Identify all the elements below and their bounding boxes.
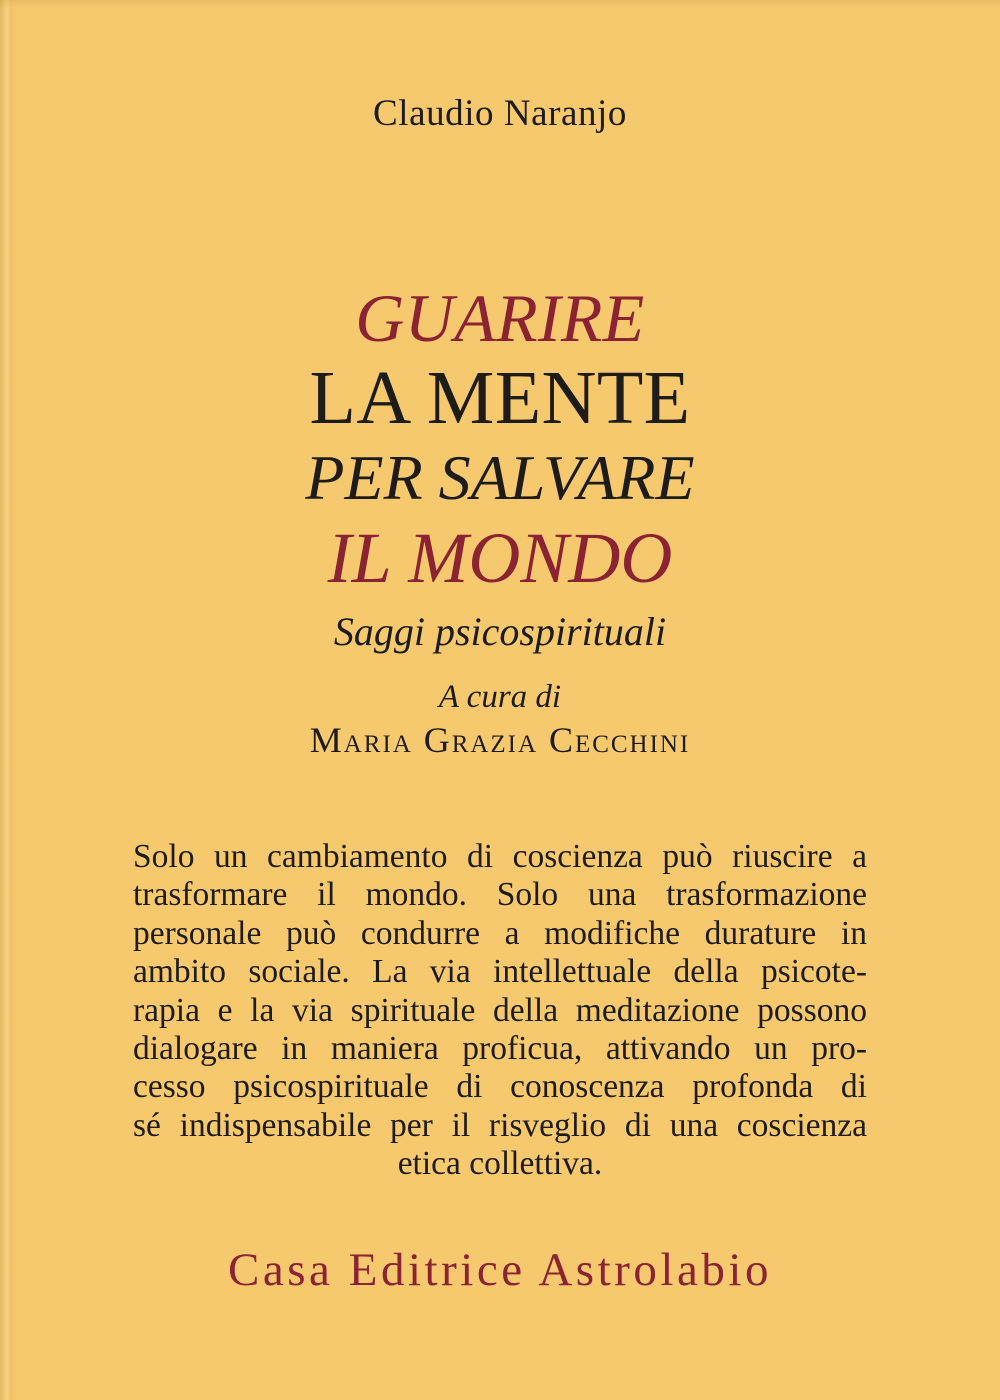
- blurb-line: etica collettiva.: [397, 1145, 603, 1183]
- subtitle: Saggi psicospirituali: [333, 609, 667, 654]
- title-block: [0, 278, 1000, 658]
- author-name: Claudio Naranjo: [373, 93, 627, 134]
- blurb: [133, 838, 867, 1184]
- title-line-la-mente: LA MENTE: [309, 356, 691, 440]
- publisher-name: Casa Editrice Astrolabio: [227, 1244, 773, 1296]
- curator-label: A cura di: [438, 679, 562, 715]
- blurb-line: Solo un cambiamento di coscienza può riuscire a: [133, 838, 867, 875]
- curator-block: [0, 676, 1000, 762]
- blurb-line: cesso psicospirituale di conoscenza profonda di: [133, 1068, 867, 1106]
- title-line-guarire: GUARIRE: [355, 280, 645, 356]
- blurb-line: personale può condurre a modifiche durature in: [133, 914, 867, 952]
- blurb-line: trasformare il mondo. Solo una trasformazione: [133, 876, 867, 914]
- curator-name: Maria Grazia Cecchini: [309, 720, 691, 760]
- blurb-line: dialogare in maniera proficua, attivando un pro-: [133, 1030, 867, 1068]
- blurb-line: rapia e la via spirituale della meditazione possono: [133, 991, 867, 1029]
- title-line-il-mondo: IL MONDO: [327, 518, 673, 598]
- blurb-line: sé indispensabile per il risveglio di una coscienza: [133, 1106, 867, 1144]
- title-line-per-salvare: PER SALVARE: [305, 442, 695, 513]
- blurb-line: ambito sociale. La via intellettuale della psicote-: [133, 953, 867, 991]
- top-edge-shadow: [0, 0, 1000, 8]
